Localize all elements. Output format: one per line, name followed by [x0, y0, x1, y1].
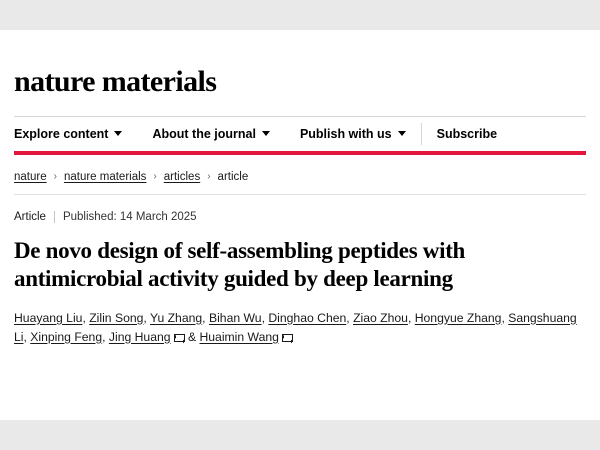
chevron-down-icon [262, 131, 270, 136]
article-page [0, 30, 600, 420]
author-separator: , [23, 329, 31, 344]
breadcrumb-separator: › [153, 171, 157, 182]
breadcrumb-item-article: article [217, 170, 249, 183]
author-separator: , [261, 310, 269, 325]
author-item [89, 311, 150, 325]
author-separator: , [407, 310, 415, 325]
author-link[interactable]: Yu Zhang [149, 310, 203, 325]
author-item [415, 311, 509, 325]
publication-date: Published: 14 March 2025 [62, 210, 197, 223]
author-separator: & [184, 329, 200, 344]
breadcrumb-separator: › [53, 171, 57, 182]
email-icon[interactable] [282, 334, 293, 342]
author-item [109, 330, 185, 344]
author-separator: , [346, 310, 354, 325]
author-link[interactable]: Zilin Song [89, 310, 144, 325]
journal-masthead [14, 30, 586, 106]
author-link[interactable]: Dinghao Chen [268, 310, 347, 325]
article-meta [14, 195, 586, 223]
author-separator: , [102, 329, 109, 344]
author-item [14, 311, 89, 325]
author-link[interactable]: Bihan Wu [208, 310, 262, 325]
author-link[interactable]: Xinping Feng [30, 329, 103, 344]
breadcrumb-item-articles[interactable]: articles [163, 170, 201, 183]
nav-label-explore-content: Explore content [14, 126, 109, 141]
chevron-down-icon [114, 131, 122, 136]
chevron-down-icon [398, 131, 406, 136]
meta-divider [54, 211, 55, 223]
author-item [268, 311, 353, 325]
author-separator: , [82, 310, 90, 325]
author-link[interactable]: Huaimin Wang [199, 329, 279, 344]
author-separator: , [202, 310, 209, 325]
author-separator: , [501, 310, 509, 325]
author-link[interactable]: Jing Huang [108, 329, 171, 344]
author-link[interactable]: Huayang Liu [14, 310, 83, 325]
page-title: De novo design of self-assembling peptides with antimicrobial activity guided by deep learning [14, 237, 466, 291]
article-type: Article [14, 210, 46, 223]
author-list [14, 309, 586, 347]
author-item [353, 311, 415, 325]
author-item [209, 311, 268, 325]
nav-label-about-the-journal: About the journal [152, 126, 256, 141]
author-link[interactable]: Ziao Zhou [353, 310, 408, 325]
journal-title[interactable]: nature materials [14, 65, 217, 98]
page-inner [0, 30, 600, 346]
author-link[interactable]: Hongyue Zhang [414, 310, 502, 325]
breadcrumb-separator: › [207, 171, 211, 182]
nav-item-about-the-journal[interactable] [137, 117, 284, 151]
email-icon[interactable] [174, 334, 185, 342]
main-navigation [14, 116, 586, 151]
nav-item-explore-content[interactable] [14, 117, 137, 151]
author-separator: , [143, 310, 150, 325]
nav-item-publish-with-us[interactable] [285, 117, 421, 151]
breadcrumb-item-nature-materials[interactable]: nature materials [63, 170, 147, 183]
breadcrumb [14, 155, 586, 185]
nav-label-subscribe: Subscribe [436, 126, 498, 141]
author-item [30, 330, 109, 344]
author-item [199, 330, 292, 344]
author-item [150, 311, 209, 325]
nav-item-subscribe[interactable] [422, 117, 512, 151]
breadcrumb-item-nature[interactable]: nature [14, 170, 47, 183]
author-link[interactable]: Sangshuang Li [14, 310, 577, 344]
nav-label-publish-with-us: Publish with us [299, 126, 392, 141]
